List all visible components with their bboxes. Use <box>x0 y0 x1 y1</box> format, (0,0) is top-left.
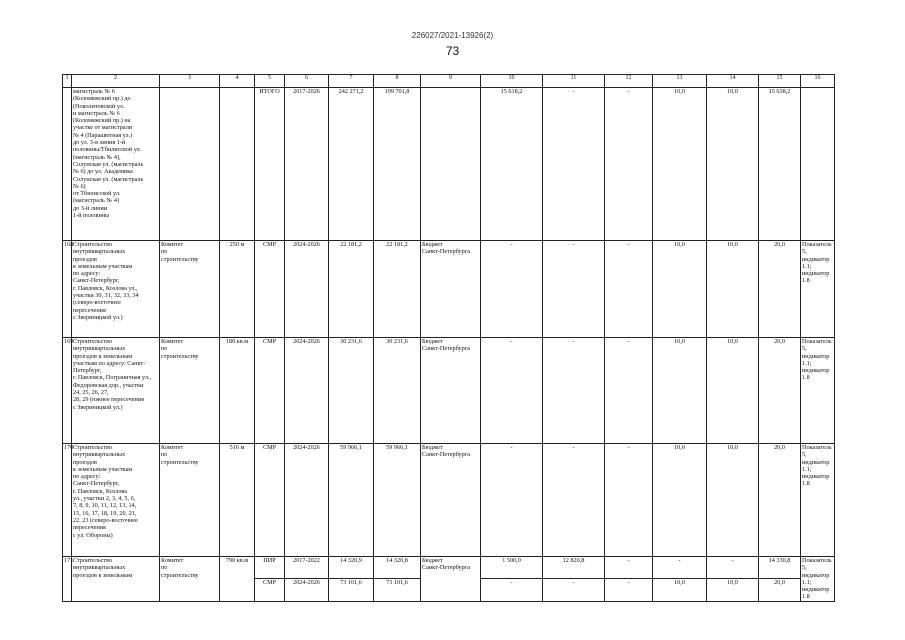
cost-col14: - <box>707 557 759 579</box>
years: 2017-2026 <box>285 88 329 241</box>
stage: ПИР <box>255 557 285 579</box>
object-name: Строительство внутриквартальных проездов к земельным <box>72 557 160 602</box>
years: 2024-2026 <box>285 444 329 557</box>
cost-col14: 10,0 <box>707 241 759 338</box>
cost-col13: 10,0 <box>653 88 707 241</box>
cost-col8: 22 181,2 <box>374 241 421 338</box>
customer <box>160 88 220 241</box>
cost-col13: 10,0 <box>653 241 707 338</box>
cost-col11: - <box>543 241 605 338</box>
total-cost: 22 181,2 <box>329 241 374 338</box>
header-cell: 15 <box>759 75 801 88</box>
cost-col15: 15 638,2 <box>759 88 801 241</box>
cost-col11: - <box>543 338 605 444</box>
indicators <box>801 88 835 241</box>
funding-source: Бюджет Санкт-Петербурга <box>421 338 481 444</box>
cost-col11: - <box>543 444 605 557</box>
table-row <box>63 241 835 338</box>
header-cell: 16 <box>801 75 835 88</box>
cost-col13: 10,0 <box>653 444 707 557</box>
customer: Комитет по строительству <box>160 444 220 557</box>
funding-source: Бюджет Санкт-Петербурга <box>421 557 481 602</box>
cost-col15: 20,0 <box>759 241 801 338</box>
header-cell: 6 <box>285 75 329 88</box>
cost-col14: 10,0 <box>707 579 759 601</box>
cost-col14: 10,0 <box>707 444 759 557</box>
customer: Комитет по строительству <box>160 241 220 338</box>
header-cell: 14 <box>707 75 759 88</box>
cost-col8: 30 231,6 <box>374 338 421 444</box>
row-number: 168 <box>63 241 72 338</box>
stage: СМР <box>255 444 285 557</box>
header-cell: 4 <box>220 75 255 88</box>
indicators: Показатель 5, индикатор 1.1; индикатор 1.8 <box>801 241 835 338</box>
cost-col8: 73 101,6 <box>374 579 421 601</box>
funding-source: Бюджет Санкт-Петербурга <box>421 444 481 557</box>
customer: Комитет по строительству <box>160 338 220 444</box>
header-cell: 8 <box>374 75 421 88</box>
cost-col13: 10,0 <box>653 338 707 444</box>
years: 2024-2026 <box>285 338 329 444</box>
cost-col10: - <box>481 579 543 601</box>
header-cell: 13 <box>653 75 707 88</box>
table-row <box>63 557 835 579</box>
cost-col8: 199 701,8 <box>374 88 421 241</box>
cost-col15: 20,0 <box>759 579 801 601</box>
years: 2024-2026 <box>285 579 329 601</box>
stage: СМР <box>255 579 285 601</box>
table-row <box>63 338 835 444</box>
cost-col10: - <box>481 241 543 338</box>
cost-col15: 20,0 <box>759 444 801 557</box>
table-row <box>63 88 835 241</box>
cost-col12: - <box>605 579 653 601</box>
cost-col10: - <box>481 444 543 557</box>
cost-col10: 1 500,0 <box>481 557 543 579</box>
cost-col10: - <box>481 338 543 444</box>
header-cell: 7 <box>329 75 374 88</box>
cost-col14: 10,0 <box>707 338 759 444</box>
header-cell: 12 <box>605 75 653 88</box>
years: 2017-2022 <box>285 557 329 579</box>
indicators: Показатель 5, индикатор 1.1; индикатор 1.8 <box>801 444 835 557</box>
page-number: 73 <box>445 44 460 58</box>
document-id: 226027/2021-13926(2) <box>411 31 494 40</box>
stage: СМР <box>255 338 285 444</box>
cost-col13: - <box>653 557 707 579</box>
row-number: 170 <box>63 444 72 557</box>
capacity <box>220 88 255 241</box>
cost-col15: 14 330,8 <box>759 557 801 579</box>
stage: СМР <box>255 241 285 338</box>
header-cell: 3 <box>160 75 220 88</box>
object-name: Строительство внутриквартальных проездов к земельным участкам по адресу: Санкт- Петербург, г. Павловск, Пограничная ул., Федоровская дор., участки 24, 25, 26, 27, 28, 29 (южнее пересечения с Звериницкой ул.) <box>72 338 160 444</box>
cost-col10: 15 618,2 <box>481 88 543 241</box>
cost-col14: 10,0 <box>707 88 759 241</box>
total-cost: 14 320,9 <box>329 557 374 579</box>
indicators: Показатель 5, индикатор 1.1; индикатор 1.8 <box>801 557 835 602</box>
cost-col12: - <box>605 338 653 444</box>
cost-col11: - <box>543 579 605 601</box>
header-cell: 2 <box>72 75 160 88</box>
total-cost: 30 231,6 <box>329 338 374 444</box>
cost-col11: 12 820,8 <box>543 557 605 579</box>
cost-col12: - <box>605 444 653 557</box>
header-cell: 11 <box>543 75 605 88</box>
cost-col8: 14 320,8 <box>374 557 421 579</box>
capacity: 250 м <box>220 241 255 338</box>
cost-col12: - <box>605 241 653 338</box>
object-name: Строительство внутриквартальных проездов к земельным участкам по адресу: Санкт-Петербург, г. Павловск, Козлова ул., участки 2, 3, 4, 5, 6, 7, 8, 9, 10, 11, 12, 13, 14, 15, 16, 17, 18, 19, 20, 21, 22, 23 (северо-восточнее пересечения с ул. Обороны) <box>72 444 160 557</box>
customer: Комитет по строительству <box>160 557 220 602</box>
stage: ИТОГО <box>255 88 285 241</box>
cost-col15: 20,0 <box>759 338 801 444</box>
table-row <box>63 444 835 557</box>
total-cost: 59 966,1 <box>329 444 374 557</box>
indicators: Показатель 5, индикатор 1.1; индикатор 1.8 <box>801 338 835 444</box>
row-number <box>63 88 72 241</box>
row-number: 171 <box>63 557 72 602</box>
header-row <box>63 75 835 88</box>
years: 2024-2026 <box>285 241 329 338</box>
cost-col12: - <box>605 88 653 241</box>
capacity: 180 кв.м <box>220 338 255 444</box>
object-name: магистраль № 6 (Коломяжский пр.) до (Новолитовской ул. и магистраль № 6 (Коломяжский пр.) на участке от магистрали № 4 (Парашютная ул.) до ул. 3-я линия 1-й половины/Тбилисской ул. (магистраль № 4), Солунская ул. (магистраль № 6) до ул. Академика Солунская ул. (магистраль № 6) от Тбилисской ул. (магистраль № 4) до 3-й линии 1-й половины <box>72 88 160 241</box>
funding-source <box>421 88 481 241</box>
cost-col11: - <box>543 88 605 241</box>
total-cost: 73 101,6 <box>329 579 374 601</box>
header-cell: 5 <box>255 75 285 88</box>
funding-source: Бюджет Санкт-Петербурга <box>421 241 481 338</box>
cost-col12: - <box>605 557 653 579</box>
capacity: 790 кв.м <box>220 557 255 602</box>
header-cell: 10 <box>481 75 543 88</box>
program-table <box>62 74 835 602</box>
object-name: Строительство внутриквартальных проездов к земельным участкам по адресу: Санкт-Петербург, г. Павловск, Козлова ул., участки 30, 31, 32, 33, 34 (северо-восточнее пересечения с Звериницкой ул.) <box>72 241 160 338</box>
total-cost: 242 271,2 <box>329 88 374 241</box>
cost-col13: 10,0 <box>653 579 707 601</box>
cost-col8: 59 966,1 <box>374 444 421 557</box>
row-number: 169 <box>63 338 72 444</box>
header-cell: 1 <box>63 75 72 88</box>
capacity: 516 м <box>220 444 255 557</box>
header-cell: 9 <box>421 75 481 88</box>
